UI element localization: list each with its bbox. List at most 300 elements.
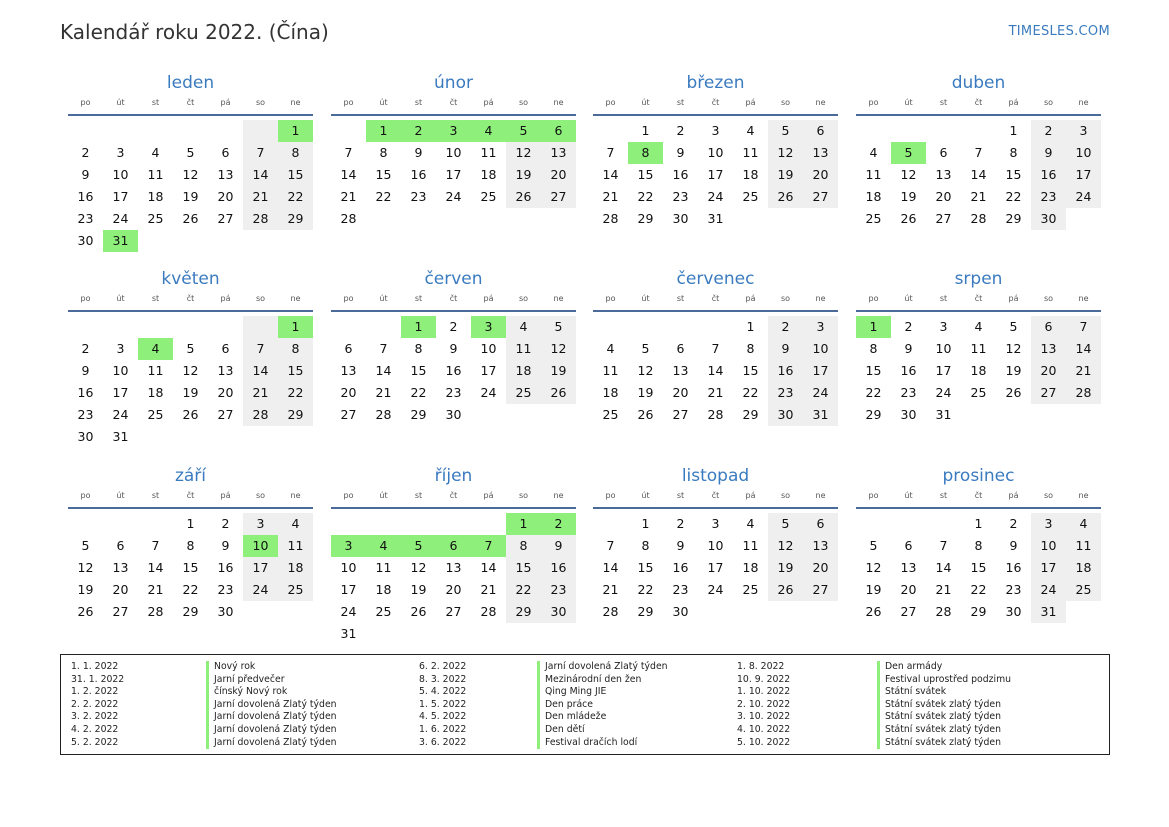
empty-cell — [698, 601, 733, 623]
empty-cell — [698, 316, 733, 338]
day-cell: 27 — [803, 186, 838, 208]
weekday-label: čt — [449, 98, 458, 107]
day-cell: 8 — [186, 538, 195, 553]
empty-cell — [891, 120, 926, 142]
week-row — [593, 557, 838, 579]
weekday-label: ne — [290, 294, 301, 303]
day-cell: 26 — [410, 604, 427, 619]
day-cell: 21 — [970, 189, 987, 204]
weekday-label: pá — [1008, 294, 1019, 303]
day-cell: 19 — [865, 582, 882, 597]
day-cell: 1 — [746, 319, 755, 334]
day-cell: 9 — [414, 145, 423, 160]
day-cell: 23 — [445, 385, 462, 400]
week-row — [856, 382, 1101, 404]
day-cell: 9 — [676, 538, 685, 553]
day-cell: 30 — [1005, 604, 1022, 619]
legend-date: 1. 6. 2022 — [419, 723, 467, 735]
empty-cell — [173, 426, 208, 448]
day-cell: 2 — [676, 516, 685, 531]
day-cell: 9 — [904, 341, 913, 356]
weekday-label: po — [80, 294, 91, 303]
month-8 — [856, 266, 1101, 426]
day-cell: 28 — [970, 211, 987, 226]
day-cell: 7 — [379, 341, 388, 356]
month-2 — [331, 70, 576, 230]
week-row — [856, 120, 1101, 142]
day-cell: 20 — [340, 385, 357, 400]
empty-cell — [138, 426, 173, 448]
day-cell: 19 — [900, 189, 917, 204]
month-name: říjen — [434, 466, 473, 486]
day-cell: 5 — [869, 538, 878, 553]
legend-holiday-name: Qing Ming JIE — [537, 686, 668, 699]
empty-cell — [926, 513, 961, 535]
weekday-label: pá — [745, 294, 756, 303]
week-row — [856, 535, 1101, 557]
empty-cell — [173, 316, 208, 338]
weekday-label: st — [676, 294, 685, 303]
day-cell: 22 — [375, 189, 392, 204]
day-cell: 18 — [480, 167, 497, 182]
weekday-label: so — [1043, 294, 1054, 303]
empty-cell — [366, 208, 401, 230]
day-cell: 6 — [803, 513, 838, 535]
day-cell: 1 — [506, 513, 541, 535]
empty-cell — [628, 316, 663, 338]
empty-cell — [436, 208, 471, 230]
weekday-label: so — [780, 491, 791, 500]
week-row — [68, 382, 313, 404]
day-cell: 2 — [401, 120, 436, 142]
day-cell: 14 — [602, 167, 619, 182]
week-row — [68, 142, 313, 164]
weekday-label: pá — [483, 98, 494, 107]
empty-cell — [278, 426, 313, 448]
week-row — [856, 316, 1101, 338]
empty-cell — [1031, 404, 1066, 426]
day-cell: 27 — [935, 211, 952, 226]
day-cell: 1 — [856, 316, 891, 338]
weekday-label: ne — [553, 491, 564, 500]
day-cell: 9 — [81, 363, 90, 378]
day-cell: 12 — [410, 560, 427, 575]
day-cell: 9 — [676, 145, 685, 160]
day-cell: 13 — [803, 535, 838, 557]
weekday-label: po — [605, 98, 616, 107]
day-cell: 3 — [1031, 513, 1066, 535]
day-cell: 30 — [672, 604, 689, 619]
day-cell: 19 — [506, 164, 541, 186]
day-cell: 3 — [471, 316, 506, 338]
day-cell: 10 — [1031, 535, 1066, 557]
week-row — [593, 316, 838, 338]
weekday-label: so — [780, 98, 791, 107]
week-row — [331, 382, 576, 404]
day-cell: 28 — [602, 604, 619, 619]
day-cell: 25 — [147, 211, 164, 226]
day-cell: 18 — [375, 582, 392, 597]
month-name: listopad — [681, 466, 750, 486]
day-cell: 1 — [366, 120, 401, 142]
weekday-label: st — [414, 98, 423, 107]
day-cell: 25 — [506, 382, 541, 404]
month-name: září — [174, 466, 207, 486]
day-cell: 26 — [1005, 385, 1022, 400]
empty-cell — [541, 208, 576, 230]
day-cell: 25 — [480, 189, 497, 204]
week-row — [68, 338, 313, 360]
day-cell: 30 — [900, 407, 917, 422]
day-cell: 3 — [331, 535, 366, 557]
weekday-label: po — [868, 98, 879, 107]
legend-date: 1. 2. 2022 — [71, 686, 119, 698]
day-cell: 12 — [77, 560, 94, 575]
weekday-label: st — [151, 98, 160, 107]
day-cell: 9 — [1031, 142, 1066, 164]
day-cell: 12 — [865, 560, 882, 575]
day-cell: 3 — [803, 316, 838, 338]
legend-holiday-name: Den armády — [877, 661, 1011, 674]
empty-cell — [68, 513, 103, 535]
day-cell: 19 — [77, 582, 94, 597]
day-cell: 19 — [182, 189, 199, 204]
week-row — [856, 208, 1101, 230]
empty-cell — [103, 316, 138, 338]
weekday-header — [68, 489, 313, 509]
empty-cell — [138, 316, 173, 338]
day-cell: 2 — [221, 516, 230, 531]
empty-cell — [208, 120, 243, 142]
day-cell: 4 — [366, 535, 401, 557]
day-cell: 26 — [900, 211, 917, 226]
day-cell: 19 — [541, 360, 576, 382]
day-cell: 2 — [81, 341, 90, 356]
week-row — [331, 120, 576, 142]
day-cell: 17 — [445, 167, 462, 182]
month-name: červenec — [676, 269, 755, 289]
day-cell: 7 — [243, 338, 278, 360]
weekday-label: po — [343, 294, 354, 303]
day-cell: 9 — [768, 338, 803, 360]
day-cell: 8 — [379, 145, 388, 160]
day-cell: 26 — [768, 186, 803, 208]
weekday-label: so — [1043, 98, 1054, 107]
empty-cell — [768, 601, 803, 623]
empty-cell — [401, 623, 436, 645]
day-cell: 26 — [768, 579, 803, 601]
weekday-label: čt — [974, 294, 983, 303]
empty-cell — [733, 601, 768, 623]
weekday-label: po — [80, 98, 91, 107]
day-cell: 7 — [471, 535, 506, 557]
day-cell: 12 — [900, 167, 917, 182]
brand-link[interactable]: TIMESLES.COM — [1008, 24, 1110, 39]
day-cell: 15 — [865, 363, 882, 378]
day-cell: 24 — [1066, 186, 1101, 208]
day-cell: 19 — [182, 385, 199, 400]
legend-holiday-name: Jarní dovolená Zlatý týden — [537, 661, 668, 674]
month-name: březen — [686, 73, 745, 93]
day-cell: 9 — [1009, 538, 1018, 553]
day-cell: 19 — [637, 385, 654, 400]
empty-cell — [1066, 404, 1101, 426]
day-cell: 24 — [707, 189, 724, 204]
day-cell: 27 — [803, 579, 838, 601]
week-row — [331, 164, 576, 186]
weekday-header — [856, 96, 1101, 116]
day-cell: 9 — [449, 341, 458, 356]
week-row — [593, 338, 838, 360]
week-row — [593, 186, 838, 208]
empty-cell — [506, 404, 541, 426]
empty-cell — [856, 120, 891, 142]
day-cell: 28 — [340, 211, 357, 226]
weekday-label: ne — [815, 491, 826, 500]
weekday-header — [593, 489, 838, 509]
weekday-header — [856, 489, 1101, 509]
day-cell: 21 — [602, 582, 619, 597]
week-row — [331, 579, 576, 601]
day-cell: 5 — [541, 316, 576, 338]
day-cell: 31 — [1031, 601, 1066, 623]
day-cell: 28 — [602, 211, 619, 226]
day-cell: 29 — [278, 404, 313, 426]
day-cell: 21 — [340, 189, 357, 204]
day-cell: 23 — [77, 211, 94, 226]
day-cell: 25 — [278, 579, 313, 601]
month-11 — [593, 463, 838, 623]
day-cell: 2 — [81, 145, 90, 160]
empty-cell — [173, 120, 208, 142]
weekday-label: čt — [186, 491, 195, 500]
day-cell: 7 — [974, 145, 983, 160]
empty-cell — [996, 404, 1031, 426]
empty-cell — [138, 120, 173, 142]
weekday-label: po — [343, 98, 354, 107]
day-cell: 11 — [742, 145, 759, 160]
day-cell: 21 — [375, 385, 392, 400]
weekday-label: čt — [711, 98, 720, 107]
legend-holiday-name: Jarní dovolená Zlatý týden — [206, 724, 337, 737]
day-cell: 29 — [1005, 211, 1022, 226]
day-cell: 30 — [672, 211, 689, 226]
day-cell: 8 — [641, 538, 650, 553]
day-cell: 23 — [672, 189, 689, 204]
day-cell: 17 — [707, 167, 724, 182]
day-cell: 4 — [506, 316, 541, 338]
weekday-label: st — [151, 294, 160, 303]
day-cell: 20 — [112, 582, 129, 597]
day-cell: 4 — [1066, 513, 1101, 535]
weekday-label: so — [255, 294, 266, 303]
day-cell: 27 — [340, 407, 357, 422]
week-row — [68, 230, 313, 252]
day-cell: 29 — [865, 407, 882, 422]
weekday-label: ne — [815, 98, 826, 107]
day-cell: 2 — [1009, 516, 1018, 531]
week-row — [68, 601, 313, 623]
empty-cell — [331, 316, 366, 338]
day-cell: 16 — [445, 363, 462, 378]
weekday-label: ne — [290, 491, 301, 500]
day-cell: 20 — [935, 189, 952, 204]
day-cell: 20 — [1031, 360, 1066, 382]
week-row — [331, 360, 576, 382]
day-cell: 16 — [768, 360, 803, 382]
day-cell: 14 — [243, 164, 278, 186]
legend-date: 1. 1. 2022 — [71, 661, 119, 672]
week-row — [331, 208, 576, 230]
month-name: srpen — [954, 269, 1003, 289]
day-cell: 14 — [340, 167, 357, 182]
day-cell: 16 — [672, 560, 689, 575]
day-cell: 12 — [541, 338, 576, 360]
day-cell: 2 — [541, 513, 576, 535]
month-9 — [68, 463, 313, 623]
day-cell: 23 — [1031, 186, 1066, 208]
empty-cell — [401, 513, 436, 535]
weekday-header — [331, 292, 576, 312]
empty-cell — [103, 120, 138, 142]
empty-cell — [471, 208, 506, 230]
day-cell: 10 — [112, 363, 129, 378]
weekday-label: st — [939, 98, 948, 107]
day-cell: 2 — [904, 319, 913, 334]
day-cell: 27 — [900, 604, 917, 619]
day-cell: 24 — [707, 582, 724, 597]
legend-dates-column — [419, 661, 466, 749]
weekday-label: ne — [553, 294, 564, 303]
day-cell: 1 — [1009, 123, 1018, 138]
week-row — [331, 404, 576, 426]
week-row — [856, 360, 1101, 382]
weekday-label: ne — [1078, 98, 1089, 107]
empty-cell — [436, 513, 471, 535]
legend-holiday-name: Den mládeže — [537, 711, 668, 724]
day-cell: 18 — [742, 560, 759, 575]
weekday-label: pá — [1008, 98, 1019, 107]
empty-cell — [506, 623, 541, 645]
day-cell: 7 — [151, 538, 160, 553]
weekday-label: pá — [483, 294, 494, 303]
day-cell: 23 — [1005, 582, 1022, 597]
day-cell: 17 — [935, 363, 952, 378]
day-cell: 24 — [480, 385, 497, 400]
day-cell: 2 — [1031, 120, 1066, 142]
week-row — [331, 557, 576, 579]
day-cell: 22 — [637, 189, 654, 204]
day-cell: 4 — [138, 338, 173, 360]
day-cell: 17 — [480, 363, 497, 378]
legend-date: 1. 10. 2022 — [737, 686, 791, 698]
empty-cell — [856, 513, 891, 535]
day-cell: 19 — [1005, 363, 1022, 378]
day-cell: 23 — [217, 582, 234, 597]
day-cell: 22 — [278, 186, 313, 208]
day-cell: 5 — [186, 341, 195, 356]
day-cell: 11 — [147, 363, 164, 378]
weekday-label: so — [518, 491, 529, 500]
day-cell: 31 — [340, 626, 357, 641]
weekday-label: čt — [711, 294, 720, 303]
day-cell: 27 — [1031, 382, 1066, 404]
day-cell: 15 — [182, 560, 199, 575]
legend-holiday-name: Mezinárodní den žen — [537, 674, 668, 687]
day-cell: 21 — [480, 582, 497, 597]
day-cell: 21 — [243, 186, 278, 208]
page-title: Kalendář roku 2022. (Čína) — [60, 20, 329, 44]
day-cell: 15 — [742, 363, 759, 378]
day-cell: 15 — [970, 560, 987, 575]
legend-date: 2. 2. 2022 — [71, 698, 119, 710]
day-cell: 11 — [506, 338, 541, 360]
day-cell: 17 — [243, 557, 278, 579]
day-cell: 16 — [1031, 164, 1066, 186]
day-cell: 21 — [1066, 360, 1101, 382]
empty-cell — [471, 513, 506, 535]
legend-holiday-name: Státní svátek — [877, 686, 1011, 699]
day-cell: 28 — [243, 208, 278, 230]
day-cell: 14 — [1066, 338, 1101, 360]
day-cell: 21 — [147, 582, 164, 597]
legend-date: 8. 3. 2022 — [419, 673, 467, 685]
weekday-header — [331, 96, 576, 116]
day-cell: 14 — [707, 363, 724, 378]
day-cell: 20 — [217, 385, 234, 400]
day-cell: 22 — [970, 582, 987, 597]
weekday-label: čt — [711, 491, 720, 500]
weekday-label: čt — [186, 294, 195, 303]
weekday-header — [68, 96, 313, 116]
weekday-header — [856, 292, 1101, 312]
day-cell: 18 — [506, 360, 541, 382]
day-cell: 15 — [1005, 167, 1022, 182]
day-cell: 7 — [606, 145, 615, 160]
weekday-label: út — [116, 98, 125, 107]
empty-cell — [593, 120, 628, 142]
day-cell: 29 — [637, 604, 654, 619]
day-cell: 27 — [112, 604, 129, 619]
legend-holiday-name: Jarní dovolená Zlatý týden — [206, 737, 337, 750]
day-cell: 6 — [221, 145, 230, 160]
day-cell: 12 — [506, 142, 541, 164]
day-cell: 10 — [243, 535, 278, 557]
day-cell: 25 — [970, 385, 987, 400]
month-7 — [593, 266, 838, 426]
weekday-label: st — [676, 98, 685, 107]
empty-cell — [68, 316, 103, 338]
empty-cell — [961, 120, 996, 142]
day-cell: 13 — [217, 363, 234, 378]
day-cell: 9 — [81, 167, 90, 182]
empty-cell — [541, 404, 576, 426]
day-cell: 13 — [541, 142, 576, 164]
weekday-label: út — [641, 294, 650, 303]
day-cell: 24 — [803, 382, 838, 404]
legend-date: 6. 2. 2022 — [419, 661, 467, 672]
day-cell: 7 — [344, 145, 353, 160]
day-cell: 17 — [340, 582, 357, 597]
day-cell: 4 — [869, 145, 878, 160]
legend-date: 3. 6. 2022 — [419, 736, 467, 748]
empty-cell — [243, 230, 278, 252]
day-cell: 23 — [541, 579, 576, 601]
day-cell: 16 — [77, 189, 94, 204]
day-cell: 6 — [116, 538, 125, 553]
day-cell: 15 — [506, 557, 541, 579]
day-cell: 7 — [606, 538, 615, 553]
